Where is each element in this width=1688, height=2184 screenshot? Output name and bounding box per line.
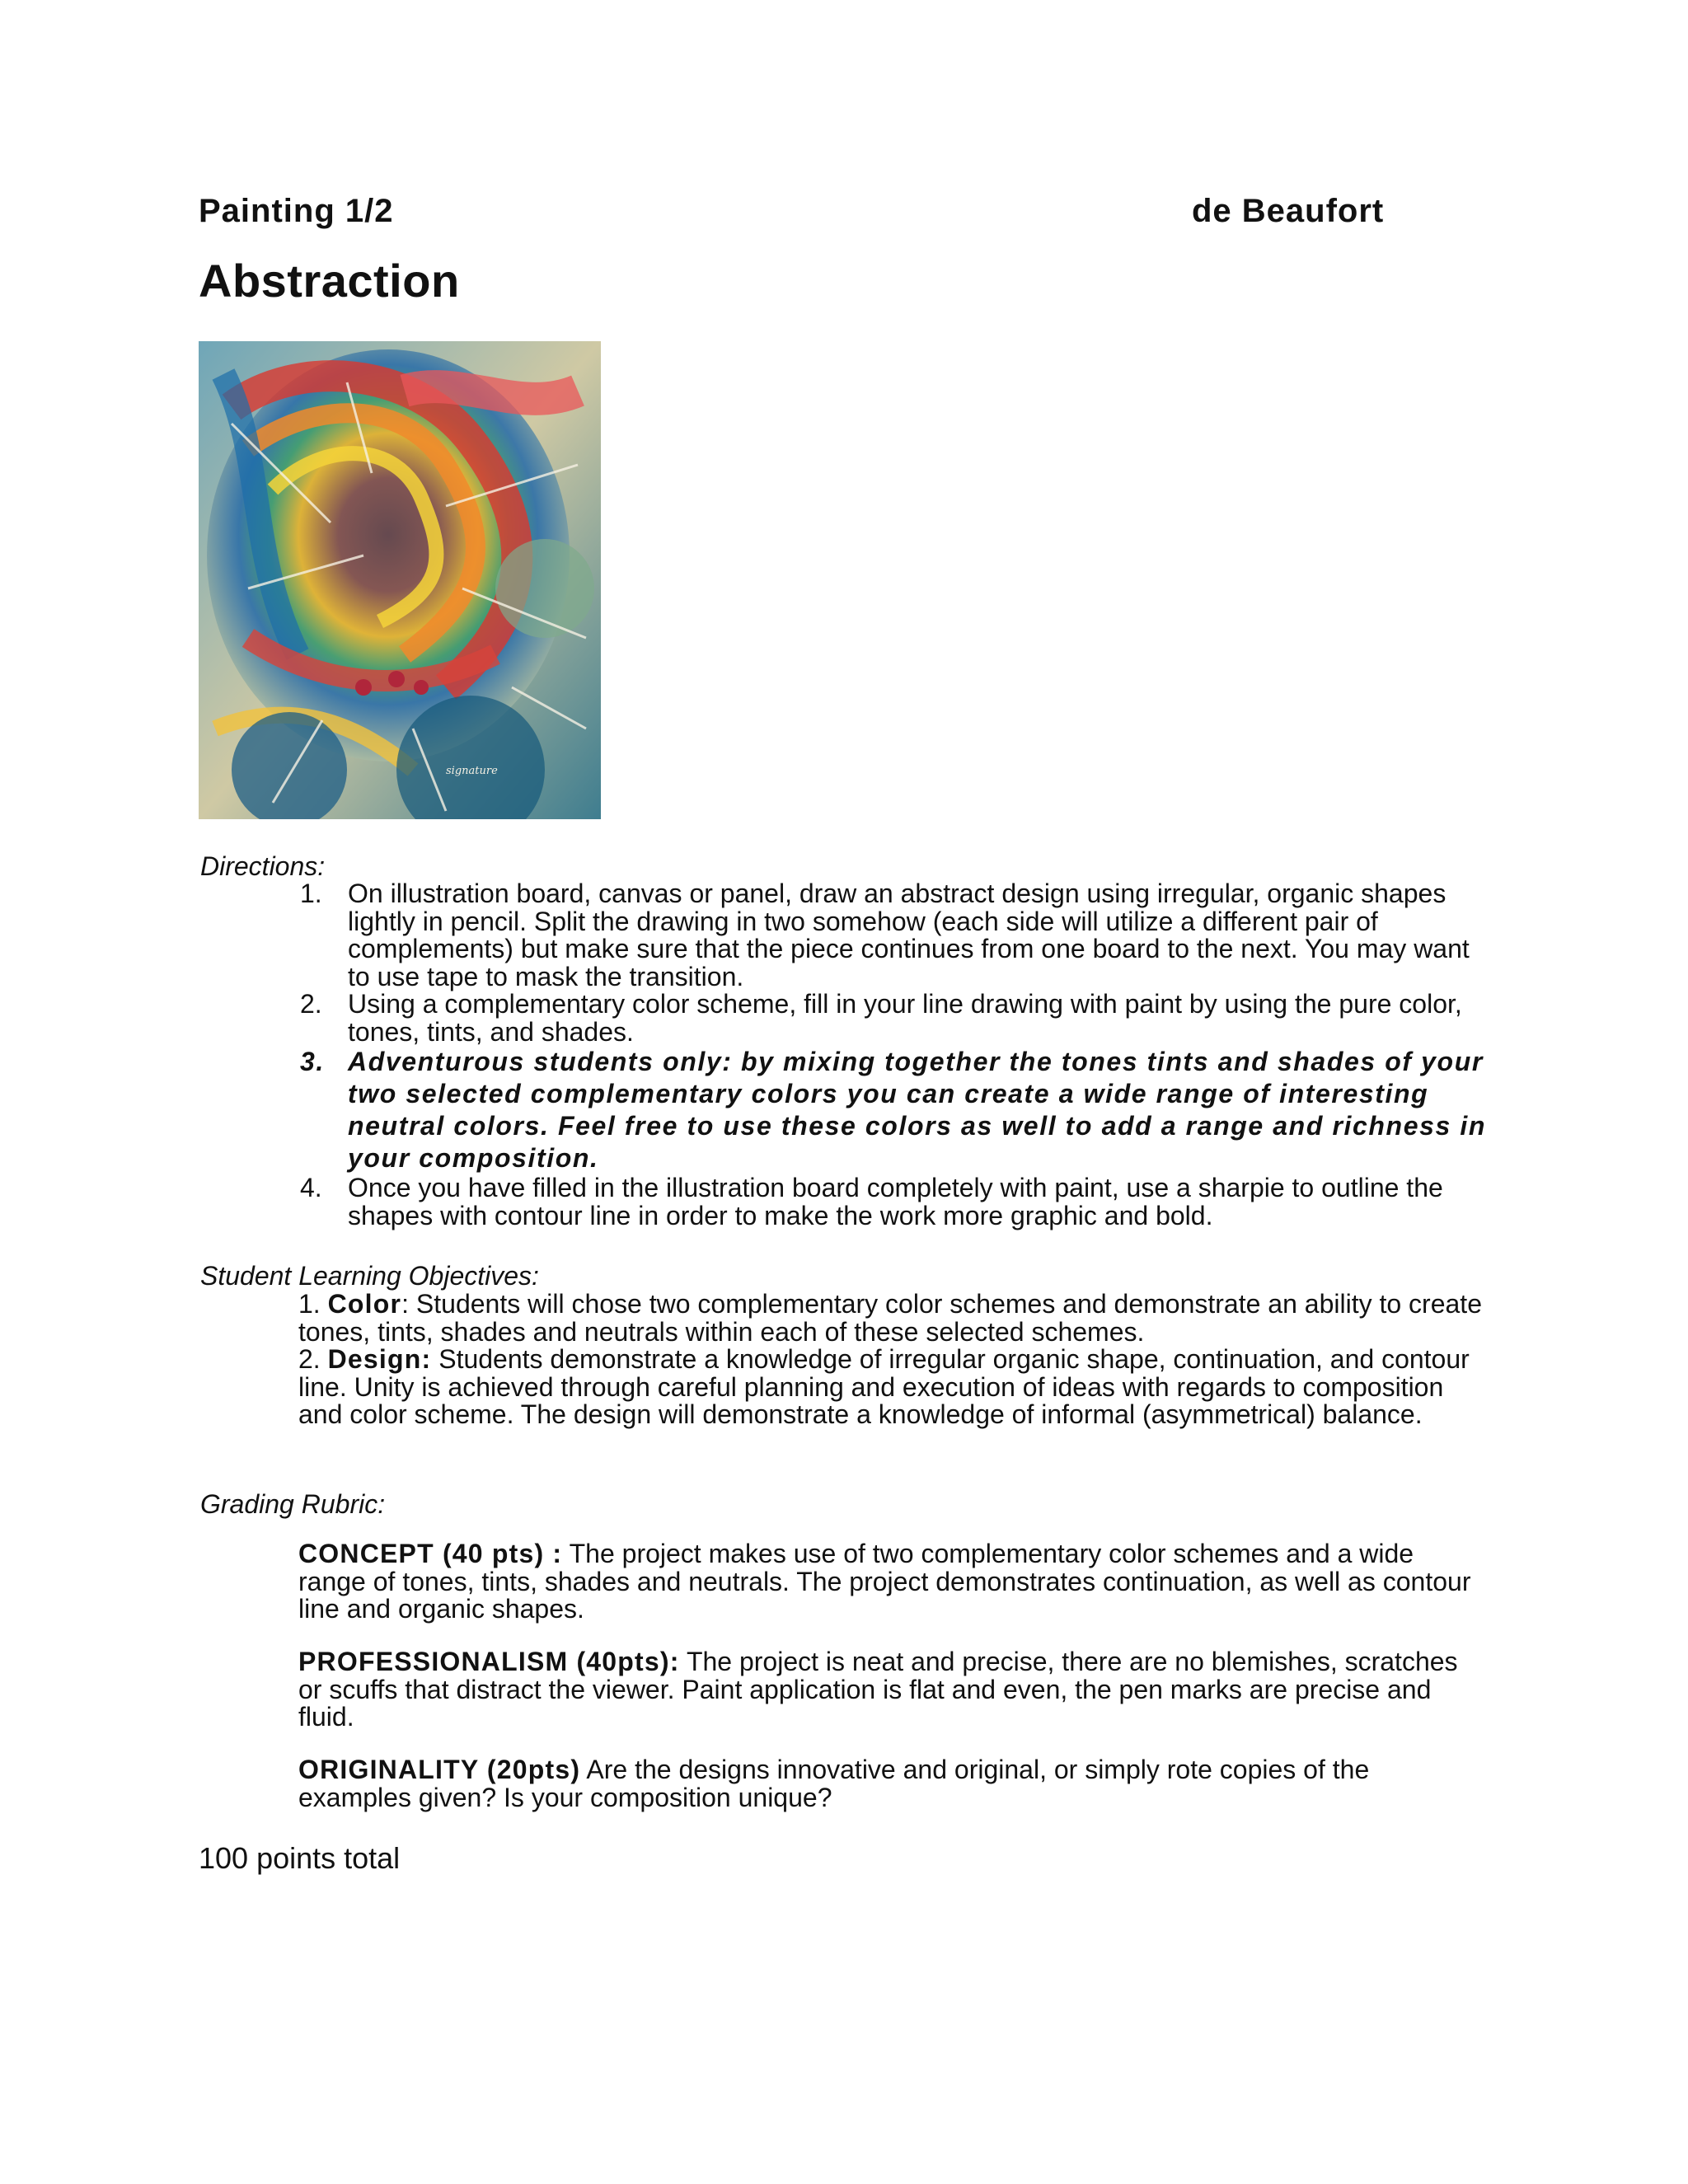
assignment-title: Abstraction [199, 255, 460, 307]
direction-item-adventurous [297, 1046, 1492, 1174]
direction-number: 2. [300, 989, 322, 1019]
direction-number: 4. [300, 1173, 322, 1202]
objective-number: 2. [298, 1344, 321, 1374]
rubric-keyword: ORIGINALITY (20pts) [298, 1755, 581, 1784]
direction-text: On illustration board, canvas or panel, draw an abstract design using irregular, organic shapes lightly in pencil. Split the drawing in two somehow (each side will utilize a different pair of complements) but make sure that the piece continues from one board to the next. You may want to use tape to mask the transition. [348, 879, 1470, 991]
objective-keyword: Color [327, 1289, 402, 1319]
abstract-artwork-image [199, 341, 601, 819]
direction-text: Once you have filled in the illustration board completely with paint, use a sharpie to outline the shapes with contour line in order to make the work more graphic and bold. [348, 1173, 1443, 1230]
objectives-label: Student Learning Objectives: [200, 1261, 539, 1291]
rubric-item-professionalism [298, 1648, 1485, 1732]
objective-text: : Students will chose two complementary color schemes and demonstrate an ability to create tones, tints, shades and neutrals within each of these selected schemes. [298, 1289, 1482, 1347]
directions-list [297, 880, 1492, 1230]
points-total: 100 points total [199, 1841, 401, 1875]
direction-number: 3. [300, 1047, 325, 1076]
direction-item [297, 991, 1492, 1046]
directions-label: Directions: [200, 851, 326, 881]
direction-item [297, 1174, 1492, 1230]
objective-text: Students demonstrate a knowledge of irregular organic shape, continuation, and contour line. Unity is achieved through careful planning and execution of ideas with regards to composition and color scheme. The design will demonstrate a knowledge of informal (asymmetrical) balance. [298, 1344, 1470, 1429]
rubric-text: The project makes use of two complementary color schemes and a wide range of tones, tints, shades and neutrals. The project demonstrates continuation, as well as contour line and organic shapes. [298, 1539, 1471, 1624]
direction-text: Adventurous students only: by mixing together the tones tints and shades of your two selected complementary colors you can create a wide range of interesting neutral colors. Feel free to use these colors as well to add a range and richness in your composition. [348, 1047, 1487, 1173]
course-title: Painting 1/2 [199, 193, 394, 229]
rubric-text: Are the designs innovative and original, or simply rote copies of the examples given? Is your composition unique? [298, 1755, 1370, 1812]
rubric-text: The project is neat and precise, there are no blemishes, scratches or scuffs that distract the viewer. Paint application is flat and even, the pen marks are precise and fluid. [298, 1647, 1458, 1732]
objective-item [298, 1291, 1485, 1346]
artwork-signature: signature [446, 765, 498, 777]
rubric-keyword: PROFESSIONALISM (40pts): [298, 1647, 680, 1676]
rubric-item-originality [298, 1756, 1485, 1811]
direction-number: 1. [300, 879, 322, 908]
objective-item [298, 1346, 1485, 1429]
objective-number: 1. [298, 1289, 321, 1319]
direction-item [297, 880, 1492, 991]
rubric-label: Grading Rubric: [200, 1489, 386, 1519]
rubric-keyword: CONCEPT (40 pts) : [298, 1539, 563, 1568]
rubric-item-concept [298, 1540, 1485, 1624]
teacher-name: de Beaufort [1192, 193, 1385, 229]
objectives-list [298, 1291, 1485, 1429]
direction-text: Using a complementary color scheme, fill in your line drawing with paint by using the pure color, tones, tints, and shades. [348, 989, 1462, 1047]
objective-keyword: Design: [327, 1344, 432, 1374]
